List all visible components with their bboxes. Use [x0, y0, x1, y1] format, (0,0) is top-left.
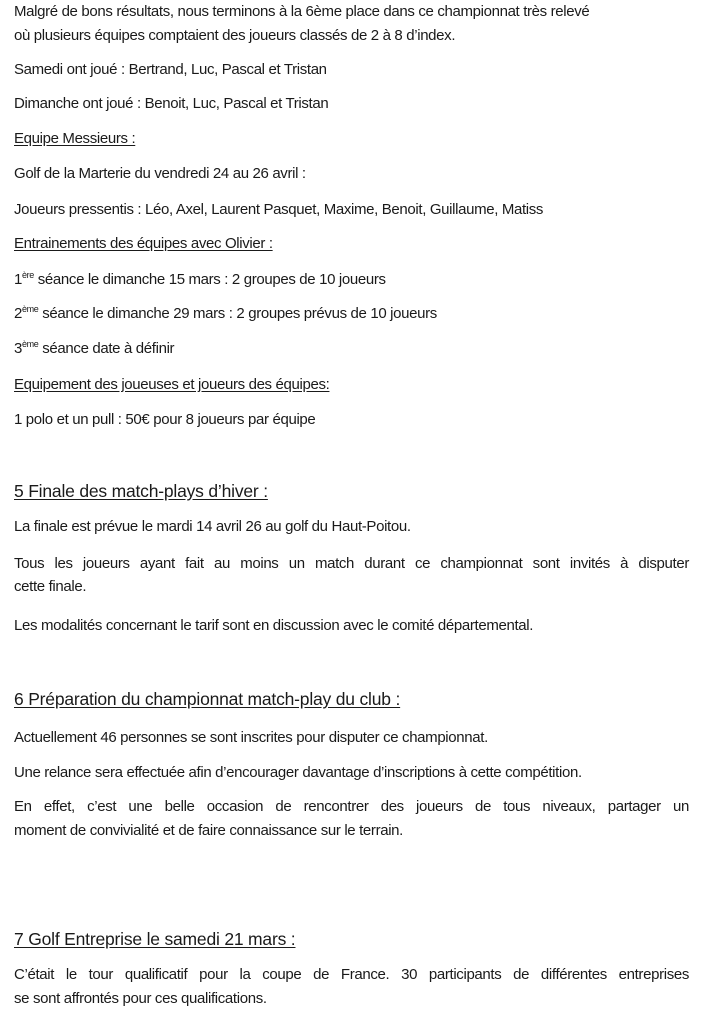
section-7-paragraph-1-line-1: C’était le tour qualificatif pour la coupe de France. 30 participants de différentes entreprises — [14, 966, 689, 983]
entrainements-heading: Entrainements des équipes avec Olivier : — [14, 235, 273, 252]
session-3 — [14, 339, 174, 359]
section-6-heading: 6 Préparation du championnat match-play du club : — [14, 689, 401, 709]
equipement-heading: Equipement des joueuses et joueurs des équipes: — [14, 376, 330, 393]
section-6-paragraph-3-line-2: moment de convivialité et de faire connaissance sur le terrain. — [14, 822, 403, 839]
session-2 — [14, 304, 437, 324]
intro-paragraph-line-2: où plusieurs équipes comptaient des joueurs classés de 2 à 8 d’index. — [14, 27, 456, 44]
equipe-messieurs-heading: Equipe Messieurs : — [14, 130, 136, 147]
sunday-players: Dimanche ont joué : Benoit, Luc, Pascal et Tristan — [14, 95, 329, 112]
equipe-messieurs-venue: Golf de la Marterie du vendredi 24 au 26 avril : — [14, 165, 306, 182]
section-7-heading: 7 Golf Entreprise le samedi 21 mars : — [14, 929, 296, 949]
session-ordinal: ème — [22, 304, 39, 314]
section-6-paragraph-2: Une relance sera effectuée afin d’encourager davantage d’inscriptions à cette compétition. — [14, 764, 582, 781]
intro-paragraph-line-1: Malgré de bons résultats, nous terminons à la 6ème place dans ce championnat très relevé — [14, 3, 590, 20]
session-number: 1 — [14, 271, 22, 288]
session-text: séance date à définir — [38, 340, 175, 357]
section-5-paragraph-1: La finale est prévue le mardi 14 avril 26 au golf du Haut-Poitou. — [14, 518, 411, 535]
section-7-paragraph-1-line-2: se sont affrontés pour ces qualifications. — [14, 990, 267, 1007]
section-5-paragraph-2-line-2: cette finale. — [14, 578, 87, 595]
session-number: 2 — [14, 305, 22, 322]
session-ordinal: ème — [22, 339, 39, 349]
section-5-heading: 5 Finale des match-plays d’hiver : — [14, 481, 268, 501]
session-ordinal: ère — [22, 270, 34, 280]
session-number: 3 — [14, 340, 22, 357]
session-1 — [14, 270, 386, 290]
session-text: séance le dimanche 15 mars : 2 groupes de 10 joueurs — [33, 271, 386, 288]
section-5-paragraph-2-line-1: Tous les joueurs ayant fait au moins un match durant ce championnat sont invités à disputer — [14, 555, 689, 572]
section-6-paragraph-1: Actuellement 46 personnes se sont inscrites pour disputer ce championnat. — [14, 729, 488, 746]
session-text: séance le dimanche 29 mars : 2 groupes prévus de 10 joueurs — [38, 305, 437, 322]
section-6-paragraph-3-line-1: En effet, c’est une belle occasion de rencontrer des joueurs de tous niveaux, partager un — [14, 798, 689, 815]
equipe-messieurs-players: Joueurs pressentis : Léo, Axel, Laurent Pasquet, Maxime, Benoit, Guillaume, Matiss — [14, 201, 544, 218]
section-5-paragraph-3: Les modalités concernant le tarif sont en discussion avec le comité départemental. — [14, 617, 534, 634]
saturday-players: Samedi ont joué : Bertrand, Luc, Pascal et Tristan — [14, 61, 327, 78]
equipement-text: 1 polo et un pull : 50€ pour 8 joueurs par équipe — [14, 411, 316, 428]
